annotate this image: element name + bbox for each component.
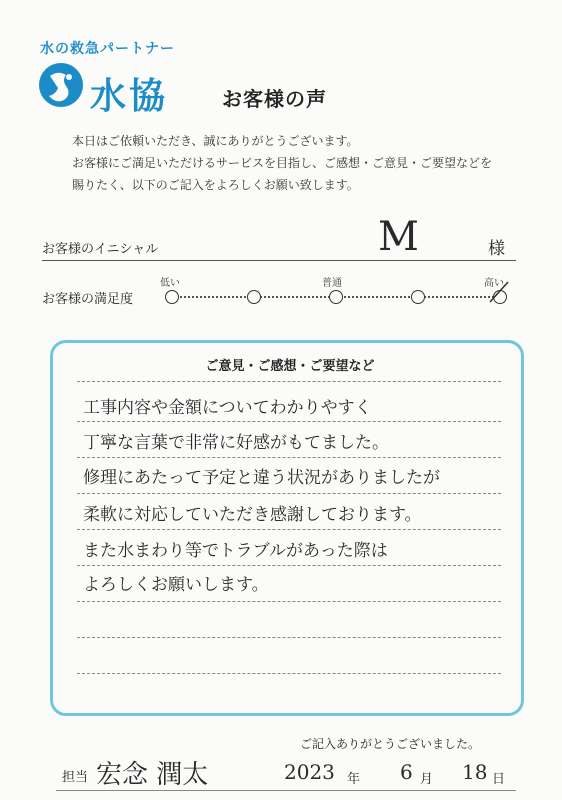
rating-option-3[interactable] bbox=[329, 290, 343, 304]
comment-line-rule bbox=[77, 421, 501, 422]
date-day[interactable]: 18 bbox=[462, 760, 488, 784]
month-unit: 月 bbox=[420, 772, 434, 787]
comment-line-rule bbox=[77, 673, 501, 674]
comment-line-rule bbox=[77, 381, 501, 382]
year-unit: 年 bbox=[347, 772, 361, 787]
comment-line-rule bbox=[77, 457, 501, 458]
comments-title: ご意見・ご感想・ご要望など bbox=[205, 359, 375, 374]
tagline: 水の救急パートナー bbox=[40, 41, 175, 57]
comment-line-rule bbox=[77, 565, 501, 566]
rating-option-2[interactable] bbox=[247, 290, 261, 304]
rating-option-4[interactable] bbox=[411, 290, 425, 304]
thanks-message: ご記入ありがとうございました。 bbox=[300, 737, 481, 751]
comment-line[interactable]: また水まわり等でトラブルがあった際は bbox=[83, 541, 388, 561]
intro-line: 本日はご依頼いただき、誠にありがとうございます。 bbox=[72, 134, 359, 148]
comment-line-rule bbox=[77, 637, 501, 638]
comment-line[interactable]: 丁寧な言葉で非常に好感がもてました。 bbox=[83, 433, 389, 453]
comment-line-rule bbox=[77, 601, 501, 602]
comment-line[interactable]: 柔軟に対応していただき感謝しております。 bbox=[83, 505, 422, 525]
scale-mid-label: 普通 bbox=[322, 278, 342, 289]
comment-line[interactable]: 工事内容や金額についてわかりやすく bbox=[83, 398, 372, 418]
intro-text bbox=[72, 130, 542, 196]
scale-high-label: 高い bbox=[484, 278, 504, 289]
comment-line[interactable]: よろしくお願いします。 bbox=[83, 575, 269, 595]
initial-underline bbox=[42, 260, 516, 261]
brand-name: 水協 bbox=[90, 76, 169, 117]
comment-line-rule bbox=[77, 529, 501, 530]
date-month[interactable]: 6 bbox=[400, 760, 413, 784]
day-unit: 日 bbox=[492, 772, 506, 787]
intro-line: お客様にご満足いただけるサービスを目指し、ご感想・ご意見・ご要望などを bbox=[72, 156, 493, 170]
intro-line: 賜りたく、以下のご記入をよろしくお願い致します。 bbox=[72, 178, 359, 192]
water-drop-logo-icon bbox=[36, 60, 86, 110]
comment-line-rule bbox=[77, 493, 501, 494]
page-title: お客様の声 bbox=[222, 87, 327, 111]
comments-box bbox=[50, 340, 524, 716]
satisfaction-label: お客様の満足度 bbox=[42, 292, 134, 307]
rating-check-mark-icon bbox=[486, 278, 512, 304]
footer-underline bbox=[56, 790, 516, 791]
staff-name[interactable]: 宏念 潤太 bbox=[96, 760, 209, 790]
initial-suffix: 様 bbox=[488, 239, 505, 259]
comment-line[interactable]: 修理にあたって予定と違う状況がありましたが bbox=[83, 468, 440, 488]
initial-value[interactable]: M bbox=[378, 214, 419, 260]
date-year[interactable]: 2023 bbox=[284, 760, 335, 784]
rating-option-1[interactable] bbox=[165, 290, 179, 304]
scale-low-label: 低い bbox=[160, 278, 180, 289]
initial-label: お客様のイニシャル bbox=[42, 242, 159, 257]
staff-label: 担当 bbox=[62, 770, 89, 785]
